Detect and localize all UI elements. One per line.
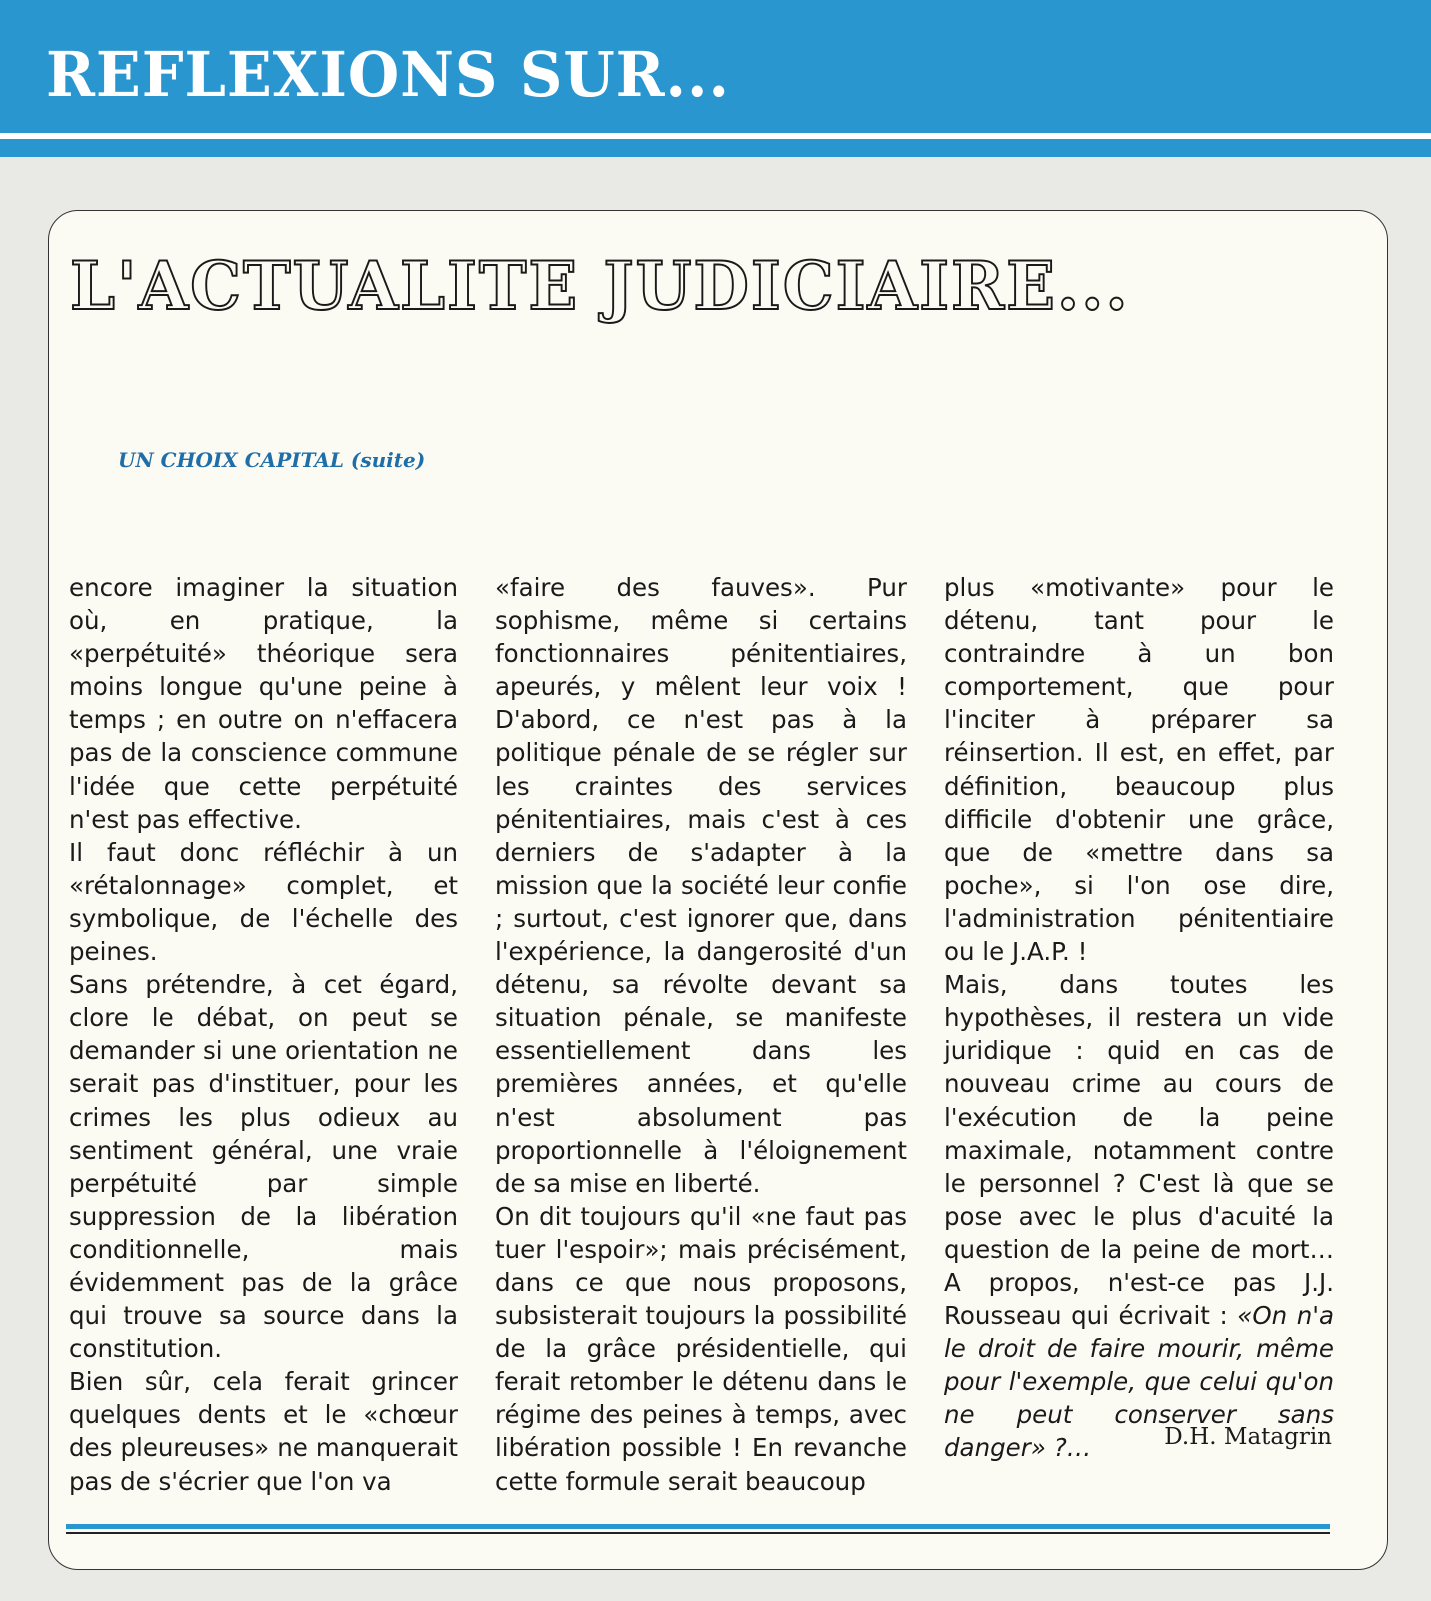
paragraph: On dit toujours qu'il «ne faut pas tuer l'espoir»; mais précisément, dans ce que nous proposons, subsisterait toujours la possibilité de la grâce présidentielle, qui ferait retomber le détenu dans le régime des peines à temps, avec libération possible ! En revanche cette formule serait beaucoup xyxy=(495,1201,907,1496)
paragraph: plus «motivante» pour le détenu, tant pour le contraindre à un bon comportement, que pour l'inciter à préparer sa réinsertion. Il est, en effet, par définition, beaucoup plus difficile d'obtenir une grâce, que de «mettre dans sa poche», si l'on ose dire, l'administration pénitentiaire ou le J.A.P. ! xyxy=(944,573,1334,967)
paragraph: «faire des fauves». Pur sophisme, même si certains fonctionnaires pénitentiaires, apeurés, y mêlent leur voix ! D'abord, ce n'est pas à la politique pénale de se régler sur les craintes des services pénitentiaires, mais c'est à ces derniers de s'adapter à la mission que la société leur confie ; surtout, c'est ignorer que, dans l'expérience, la dangerosité d'un détenu, sa révolte devant sa situation pénale, se manifeste essentiellement dans les premières années, et qu'elle n'est absolument pas proportionnelle à l'éloignement de sa mise en liberté. xyxy=(495,573,907,1198)
header-rule-blue xyxy=(0,139,1431,157)
paragraph: encore imaginer la situation où, en pratique, la «perpétuité» théorique sera moins longue qu'une peine à temps ; en outre on n'effacera pas de la conscience commune l'idée que cette perpétuité n'est pas effective. xyxy=(69,573,458,834)
author-signature: D.H. Matagrin xyxy=(1164,1424,1332,1450)
section-title: L'ACTUALITE JUDICIAIRE... xyxy=(70,247,1130,325)
paragraph-intro: Mais, dans toutes les hypothèses, il restera un vide juridique : quid en cas de nouveau crime au cours de l'exécution de la peine maximale, notamment contre le personnel ? C'est là que se pose avec le plus d'acuité la question de la peine de mort… A propos, n'est-ce pas J.J. Rousseau qui écrivait : xyxy=(944,970,1334,1331)
header-title: REFLEXIONS SUR... xyxy=(46,38,730,111)
paragraph: Bien sûr, cela ferait grincer quelques dents et le «chœur des pleureuses» ne manquerait pas de s'écrier que l'on va xyxy=(69,1367,458,1496)
article-subtitle: UN CHOIX CAPITAL (suite) xyxy=(118,448,426,472)
footer-rule-blue xyxy=(66,1524,1330,1529)
paragraph: Sans prétendre, à cet égard, clore le débat, on peut se demander si une orientation ne serait pas d'instituer, pour les crimes les plus odieux au sentiment général, une vraie perpétuité par simple suppression de la libération conditionnelle, mais évidemment pas de la grâce qui trouve sa source dans la constitution. xyxy=(69,970,458,1364)
rousseau-quote: «On n'a le droit de faire mourir, même pour l'exemple, que celui qu'on ne peut conserver sans danger» ?… xyxy=(944,1301,1335,1463)
paragraph: Il faut donc réfléchir à un «rétalonnage» complet, et symbolique, de l'échelle des peines. xyxy=(69,837,458,967)
text-column-1 xyxy=(69,571,458,1498)
paragraph-with-quote xyxy=(944,968,1334,1464)
text-column-2 xyxy=(495,571,907,1498)
text-column-3 xyxy=(944,571,1334,1465)
footer-rule-dark xyxy=(66,1532,1330,1534)
